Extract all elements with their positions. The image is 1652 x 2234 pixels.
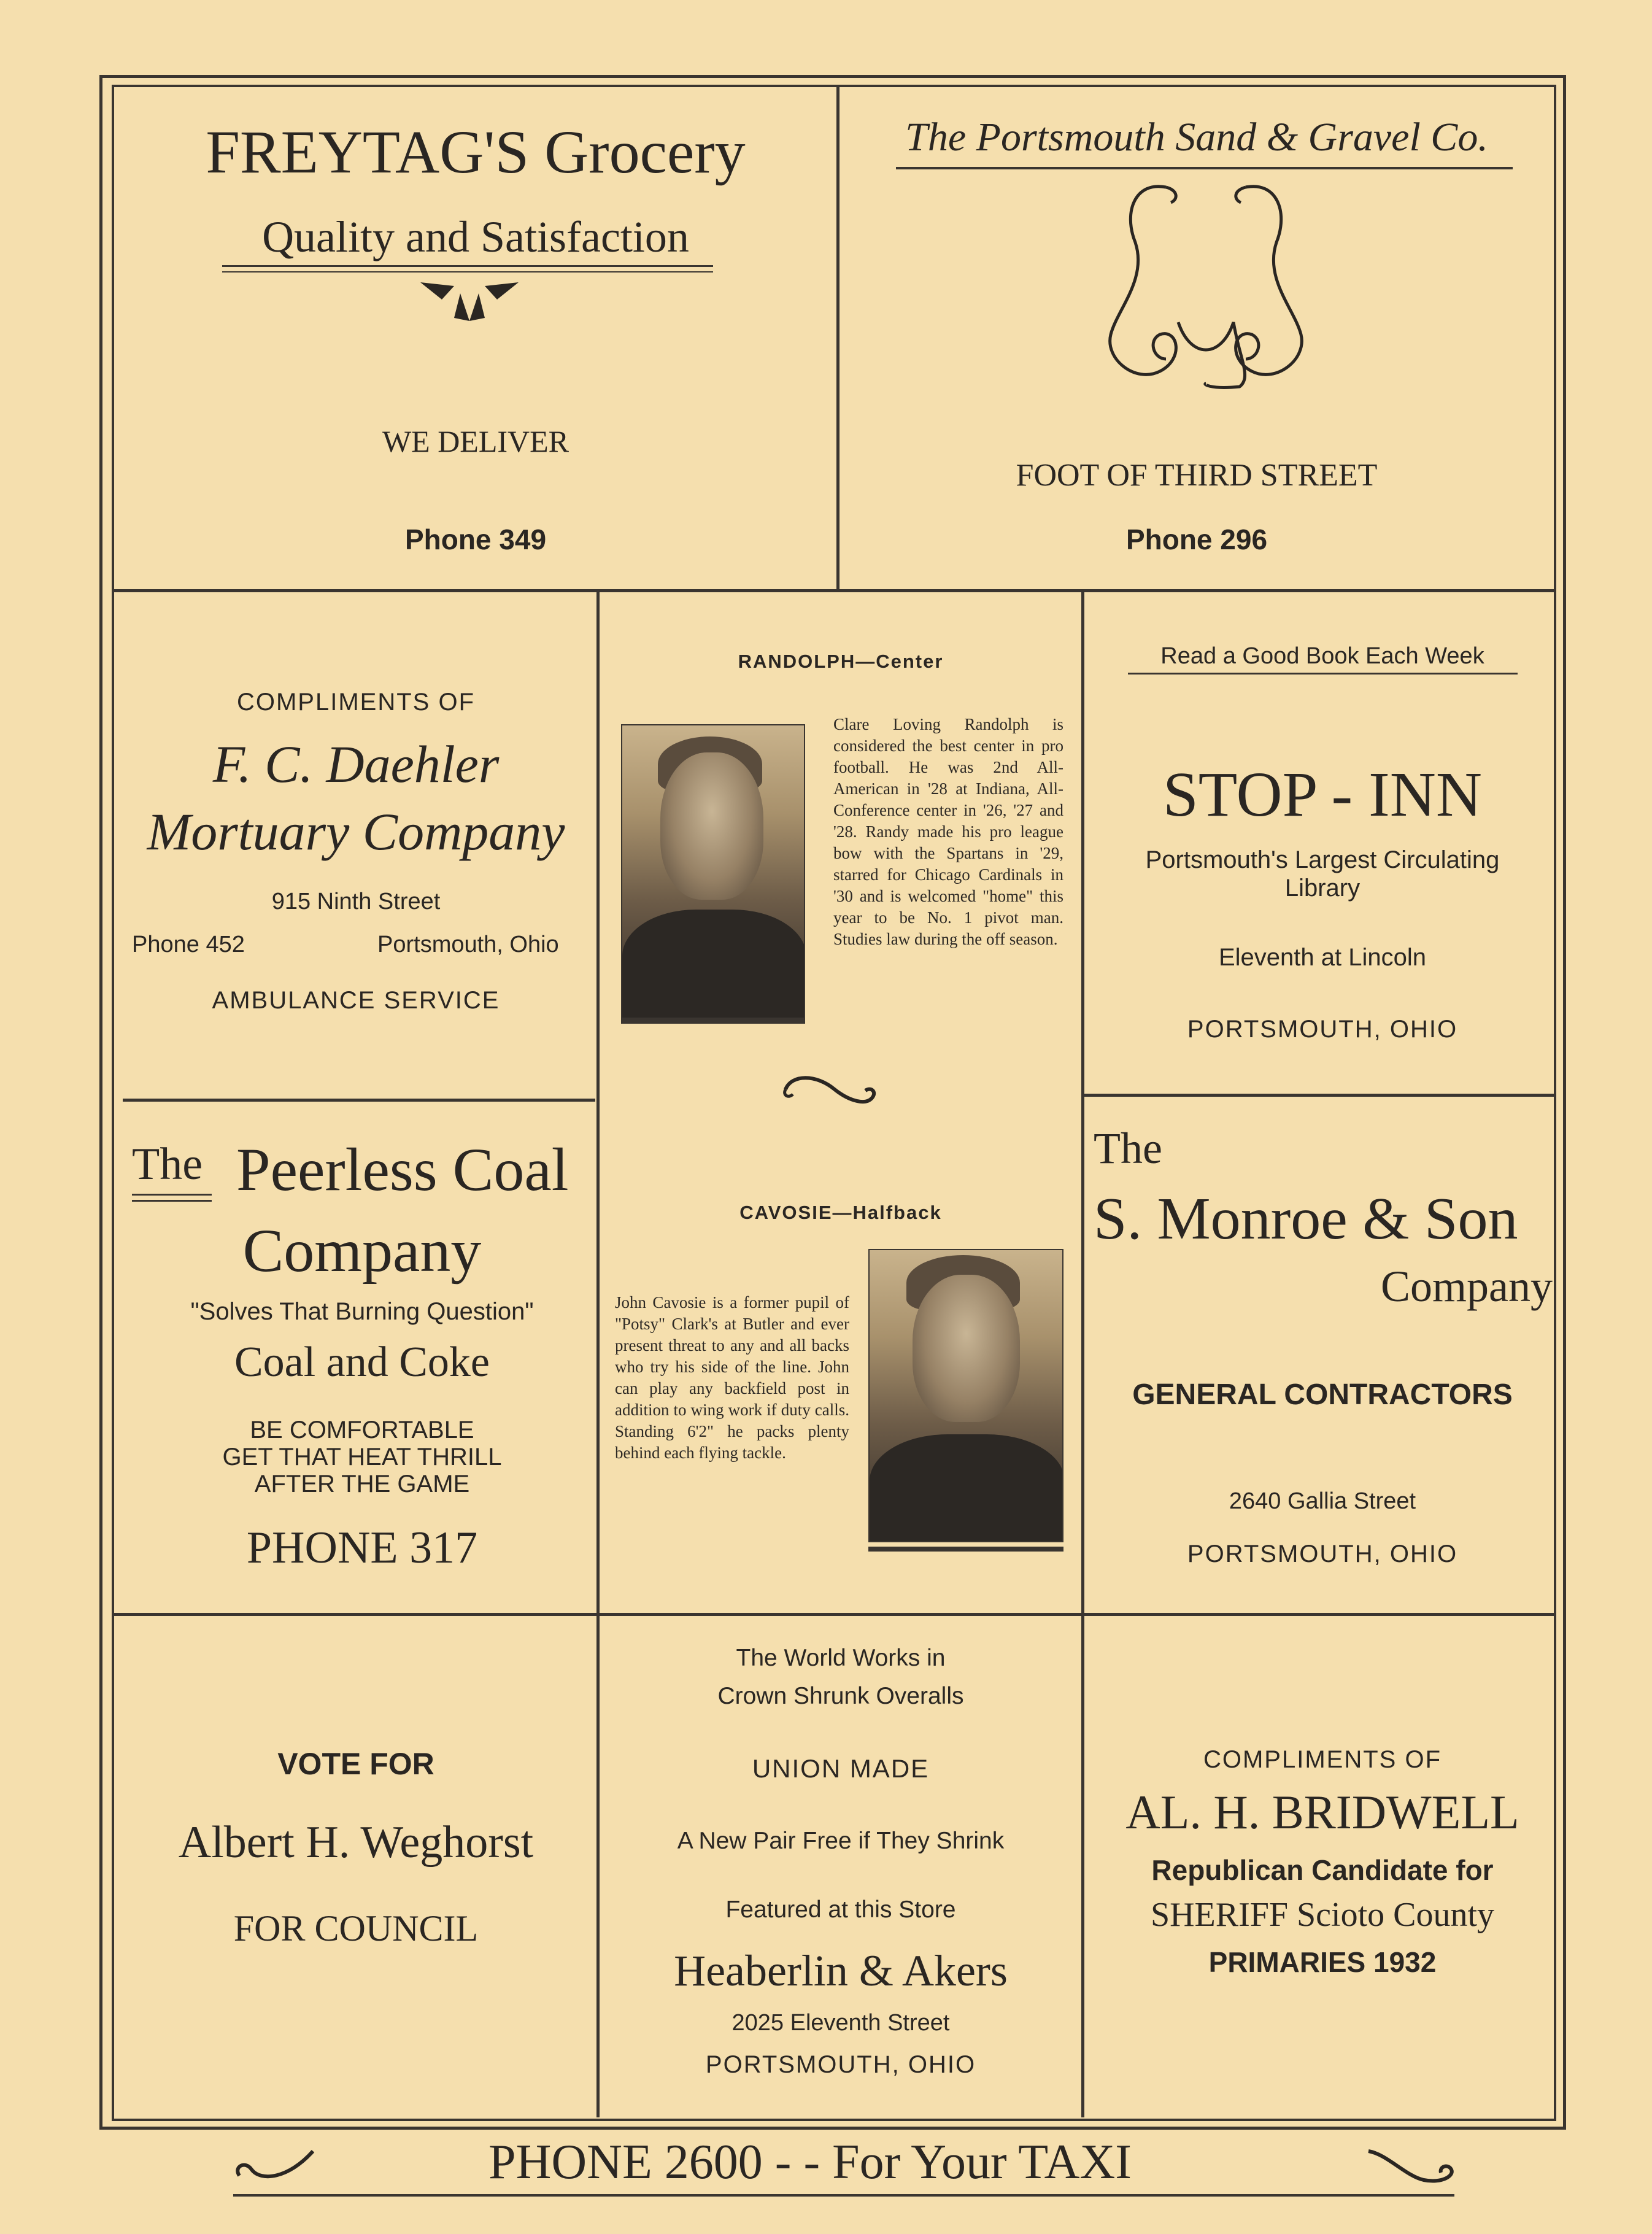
right-col-divider [1084,1094,1556,1097]
overalls-line-1: The World Works in [736,1645,946,1671]
freytag-phone: Phone 349 [404,524,547,555]
ornament-icon [417,275,522,324]
freytag-title: FREYTAG'S Grocery [206,118,746,186]
peerless-the: The [132,1139,203,1189]
weghorst-vote: VOTE FOR [277,1747,434,1781]
peerless-phone: PHONE 317 [246,1523,478,1573]
stop-inn-city: PORTSMOUTH, OHIO [1187,1016,1458,1043]
left-flourish-icon [227,2142,331,2191]
overalls-line-2: Crown Shrunk Overalls [717,1683,964,1709]
randolph-bio: Clare Loving Randolph is considered the best center in pro football. He was 2nd All-American in '28 at Indiana, All-Conference center in '26, '27 and '28. Randy made his pro league bow with the Spartans in '29, starred for Chicago Cardinals in '30 and is welcomed "home" this year to be No. 1 pivot man. Studies law during the off season. [833,715,1063,948]
monroe-the: The [1094,1124,1162,1173]
peerless-line-1: BE COMFORTABLE [250,1417,474,1444]
peerless-name-1: Peerless Coal [236,1135,569,1204]
monroe-street: 2640 Gallia Street [1229,1488,1416,1514]
left-col-divider [123,1099,595,1102]
freytag-rule [222,265,713,267]
overalls-street: 2025 Eleventh Street [731,2010,950,2036]
freytag-rule-2 [222,271,713,272]
cavosie-bio: John Cavosie is a former pupil of "Potsy" Clark's at Butler and ever present threat to any and all backs who try his side of the line. John can play any backfield post in addition to wing work if duty calls. Standing 6'2" he packs plenty behind each flying tackle. [615,1293,849,1462]
peerless-line-2: GET THAT HEAT THRILL [222,1444,502,1471]
randolph-heading: RANDOLPH—Center [738,651,944,672]
overalls-city: PORTSMOUTH, OHIO [705,2051,976,2078]
monroe-city: PORTSMOUTH, OHIO [1187,1540,1458,1567]
cavosie-photo [868,1249,1063,1542]
freytag-tagline: Quality and Satisfaction [262,212,689,261]
top-col-divider [836,87,840,589]
overalls-offer: A New Pair Free if They Shrink [677,1828,1005,1854]
peerless-product: Coal and Coke [234,1339,490,1386]
weghorst-name: Albert H. Weghorst [178,1817,534,1868]
daehler-name-2: Mortuary Company [147,802,565,861]
bridwell-compliments: COMPLIMENTS OF [1203,1746,1442,1773]
weghorst-office: FOR COUNCIL [233,1908,479,1949]
stop-inn-desc: Portsmouth's Largest Circulating Library [1145,846,1500,902]
overalls-featured: Featured at this Store [725,1896,956,1923]
peerless-quote: "Solves That Burning Question" [190,1298,534,1325]
monroe-company: Company [1381,1262,1553,1311]
monroe-name: S. Monroe & Son [1094,1186,1518,1252]
stop-inn-name: STOP - INN [1162,759,1483,830]
sand-gravel-title: The Portsmouth Sand & Gravel Co. [905,115,1488,160]
peerless-line-3: AFTER THE GAME [254,1471,470,1498]
right-flourish-icon [1362,2142,1467,2191]
col-divider-b [1081,589,1084,2117]
sand-gravel-rule [896,167,1513,169]
swash-ornament-icon [779,1071,884,1114]
daehler-phone: Phone 452 [132,932,245,957]
peerless-name-2: Company [242,1216,482,1285]
stop-inn-rule [1128,673,1518,674]
daehler-service: AMBULANCE SERVICE [212,987,500,1014]
overalls-union: UNION MADE [752,1754,930,1783]
cavosie-photo-rule [868,1547,1063,1552]
daehler-compliments: COMPLIMENTS OF [236,689,476,716]
taxi-text: PHONE 2600 - - For Your TAXI [488,2135,1132,2189]
overalls-store: Heaberlin & Akers [674,1946,1008,1995]
sand-gravel-phone: Phone 296 [1125,524,1268,555]
bridwell-name: AL. H. BRIDWELL [1125,1785,1519,1839]
bridwell-office: SHERIFF Scioto County [1150,1896,1495,1934]
randolph-photo-rule [621,1019,805,1024]
daehler-street: 915 Ninth Street [271,889,441,914]
row-divider-3 [114,1613,1554,1616]
daehler-name-1: F. C. Daehler [212,735,500,794]
stop-inn-slogan: Read a Good Book Each Week [1160,643,1484,669]
cavosie-heading: CAVOSIE—Halfback [739,1202,942,1223]
ss-monogram-icon [1098,175,1313,396]
peerless-the-rule [132,1194,212,1196]
freytag-deliver: WE DELIVER [382,424,569,458]
taxi-underline [233,2194,1454,2197]
daehler-city: Portsmouth, Ohio [377,932,559,957]
randolph-photo [621,724,805,1019]
sand-gravel-address: FOOT OF THIRD STREET [1016,458,1378,493]
row-divider-1 [114,589,1554,592]
bridwell-party: Republican Candidate for [1151,1854,1494,1886]
peerless-the-rule-2 [132,1200,212,1202]
monroe-type: GENERAL CONTRACTORS [1132,1378,1513,1411]
bridwell-primaries: PRIMARIES 1932 [1208,1946,1437,1978]
stop-inn-address: Eleventh at Lincoln [1218,944,1426,971]
